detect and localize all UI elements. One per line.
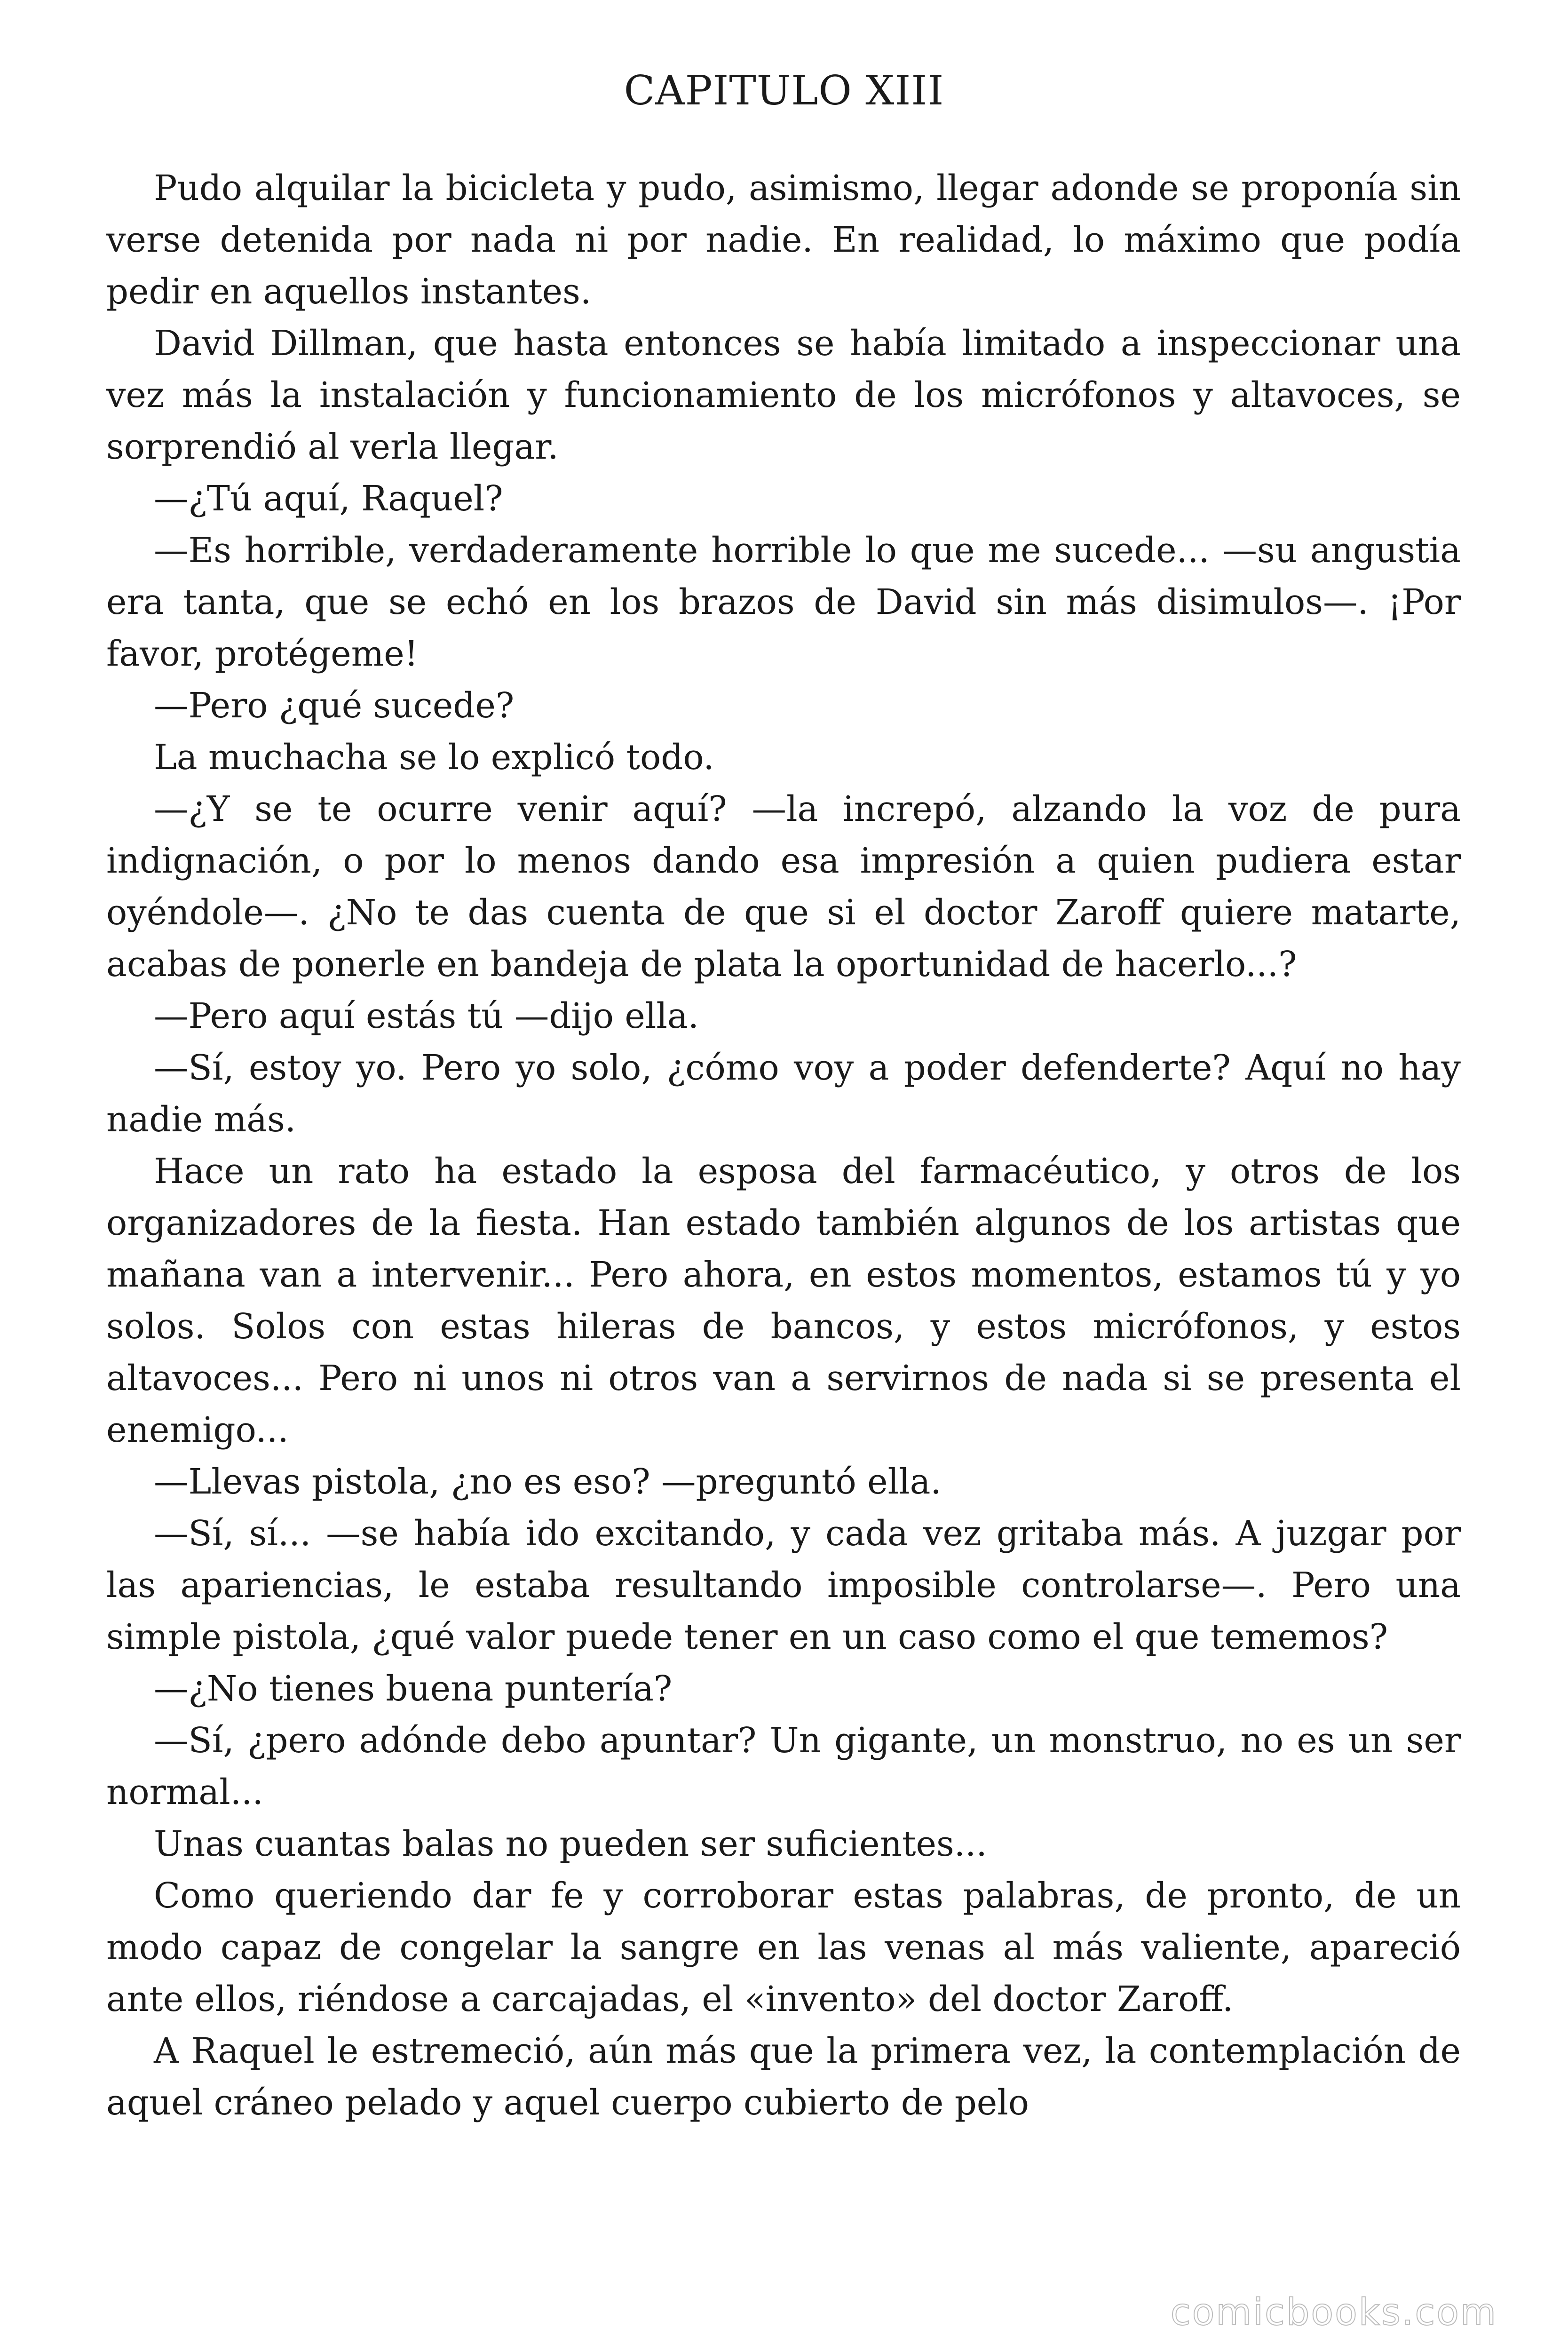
watermark: comicbooks.com (1170, 2291, 1497, 2334)
paragraph: —Es horrible, verdaderamente horrible lo que me sucede... —su angustia era tanta, que se echó en los brazos de David sin más disimulos—. ¡Por favor, protégeme! (106, 531, 1461, 674)
chapter-title: CAPITULO XIII (624, 67, 944, 114)
paragraph: —Pero aquí estás tú —dijo ella. (154, 996, 699, 1036)
paragraph: A Raquel le estremeció, aún más que la primera vez, la contemplación de aquel cráneo pelado y aquel cuerpo cubierto de pelo (106, 2031, 1461, 2123)
paragraph: —Pero ¿qué sucede? (154, 686, 515, 726)
paragraph: Pudo alquilar la bicicleta y pudo, asimismo, llegar adonde se proponía sin verse detenida por nada ni por nadie. En realidad, lo máximo que podía pedir en aquellos instantes. (106, 168, 1461, 312)
paragraph: —Llevas pistola, ¿no es eso? —preguntó ella. (154, 1462, 942, 1502)
paragraph: —¿No tienes buena puntería? (154, 1669, 673, 1709)
paragraph: —¿Y se te ocurre venir aquí? —la increpó, alzando la voz de pura indignación, o por lo menos dando esa impresión a quien pudiera estar oyéndole—. ¿No te das cuenta de que si el doctor Zaroff quiere matarte, acabas de ponerle en bandeja de plata la oportunidad de hacerlo...? (106, 789, 1461, 985)
paragraph: —¿Tú aquí, Raquel? (154, 479, 503, 519)
paragraph: —Sí, sí... —se había ido excitando, y cada vez gritaba más. A juzgar por las apariencias, le estaba resultando imposible controlarse—. Pero una simple pistola, ¿qué valor puede tener en un caso como el que tememos? (106, 1514, 1461, 1657)
body-text (106, 163, 1461, 2129)
paragraph: La muchacha se lo explicó todo. (154, 738, 714, 778)
paragraph: Hace un rato ha estado la esposa del farmacéutico, y otros de los organizadores de la fiesta. Han estado también algunos de los artistas que mañana van a intervenir... Pero ahora, en estos momentos, estamos tú y yo solos. Solos con estas hileras de bancos, y estos micrófonos, y estos altavoces... Pero ni unos ni otros van a servirnos de nada si se presenta el enemigo... (106, 1152, 1461, 1450)
paragraph: —Sí, ¿pero adónde debo apuntar? Un gigante, un monstruo, no es un ser normal... (106, 1721, 1461, 1812)
paragraph: David Dillman, que hasta entonces se había limitado a inspeccionar una vez más la instalación y funcionamiento de los micrófonos y altavoces, se sorprendió al verla llegar. (106, 324, 1461, 467)
paragraph: Como queriendo dar fe y corroborar estas palabras, de pronto, de un modo capaz de congelar la sangre en las venas al más valiente, apareció ante ellos, riéndose a carcajadas, el «invento» del doctor Zaroff. (106, 1876, 1461, 2019)
paragraph: —Sí, estoy yo. Pero yo solo, ¿cómo voy a poder defenderte? Aquí no hay nadie más. (106, 1048, 1461, 1140)
paragraph: Unas cuantas balas no pueden ser suficientes... (154, 1824, 987, 1864)
